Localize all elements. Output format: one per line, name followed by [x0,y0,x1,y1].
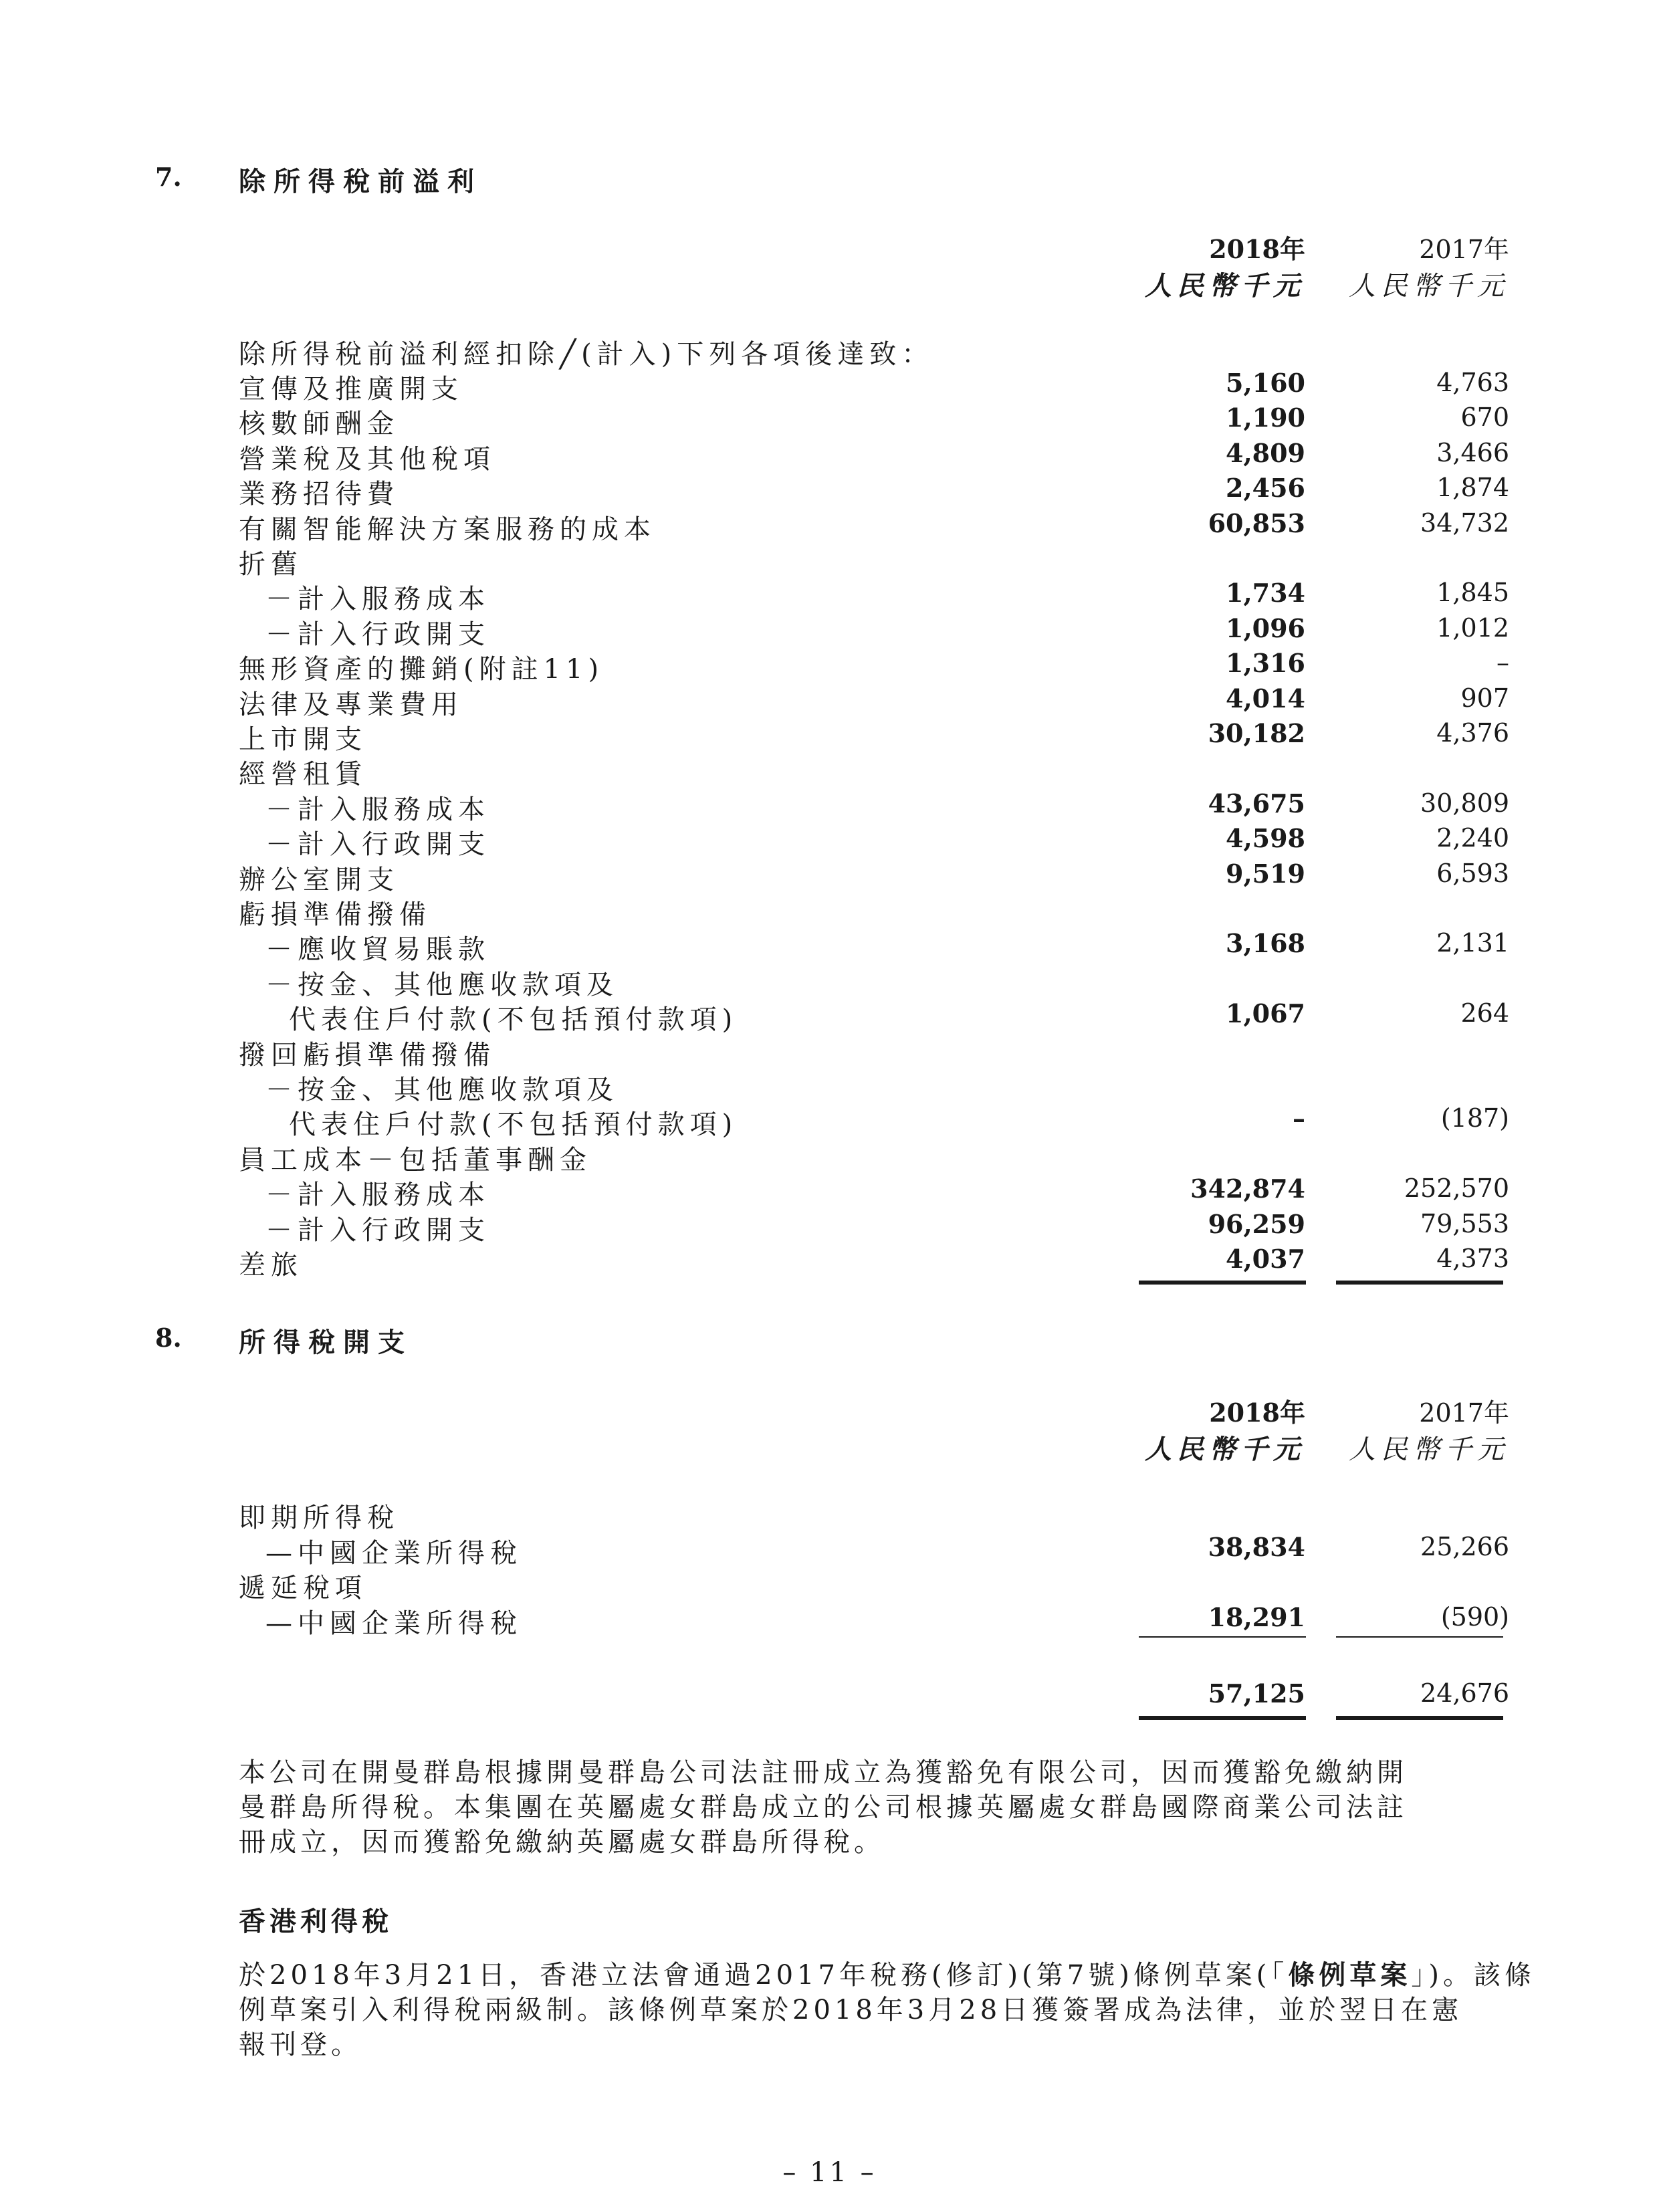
section8-number: 8. [155,1323,182,1353]
s7-row-label: 上市開支 [239,724,367,755]
s7-row-value-2017: 6,593 [1436,858,1509,888]
s8-row [0,1497,1659,1531]
s7-row [0,823,1659,861]
s8-paragraph [239,1755,1509,1860]
s7-row [0,473,1659,508]
s7-row-value-2017: 907 [1460,683,1509,713]
s7-row [0,1174,1659,1211]
s7-row [0,893,1659,928]
s7-row-value-2018: 2,456 [1226,473,1305,504]
s7-row-value-2017: 4,376 [1436,718,1509,748]
bill-term: 條例草案 [1288,1959,1412,1991]
s7-intro: 除所得稅前溢利經扣除╱(計入)下列各項後達致： [239,339,934,370]
s7-row-value-2017: 4,763 [1436,368,1509,397]
s8-currency-2017: 人民幣千元 [1349,1434,1509,1465]
s7-row [0,1139,1659,1174]
s7-row-value-2018: 30,182 [1208,718,1305,748]
s7-row-label: 業務招待費 [239,479,399,510]
s7-row [0,1069,1659,1103]
hk-line: 例草案引入利得稅兩級制。該條例草案於2018年3月28日獲簽署成為法律，並於翌日在憲 [239,1995,1463,2025]
s7-row-label: 經營租賃 [239,759,367,790]
s7-row [0,964,1659,998]
s8-row [0,1602,1659,1637]
s8-row [0,1567,1659,1601]
s7-row [0,508,1659,543]
s7-row-label: －計入服務成本 [265,794,490,825]
hk-line-text: 」)。該條 [1411,1960,1536,1991]
s7-row-value-2017: 1,874 [1436,473,1509,503]
s7-row [0,1244,1659,1279]
s7-row [0,683,1659,718]
s7-col-2017: 2017年 [1419,235,1509,264]
paragraph-line: 曼群島所得稅。本集團在英屬處女群島成立的公司根據英屬處女群島國際商業公司法註 [239,1792,1408,1823]
s7-row-label: －計入服務成本 [265,584,490,615]
s7-row [0,578,1659,613]
s7-row [0,1034,1659,1069]
s7-row-value-2017: 79,553 [1420,1208,1509,1238]
s8-total-rule-2017 [1336,1716,1503,1720]
s7-row-label: 有關智能解決方案服務的成本 [239,514,656,545]
s8-row [0,1532,1659,1567]
s7-row-label: 虧損準備撥備 [239,899,431,930]
s7-row-label: 差旅 [239,1250,303,1281]
s7-row-value-2017: (187) [1440,1103,1509,1133]
s7-row [0,1209,1659,1244]
s7-row [0,753,1659,788]
s8-row-value-2017: 25,266 [1420,1531,1509,1561]
s7-row-label: 辦公室開支 [239,864,399,895]
s7-row-value-2018: 9,519 [1226,858,1305,889]
s7-row [0,1103,1659,1141]
s7-row-value-2018: 3,168 [1226,928,1305,959]
s7-row-value-2017: 252,570 [1404,1174,1509,1204]
s7-currency-2018: 人民幣千元 [1145,270,1305,302]
s7-row-value-2017: 264 [1460,998,1509,1028]
s7-row [0,788,1659,823]
s7-row-value-2018: 1,190 [1226,403,1305,433]
s7-row-value-2018: 4,037 [1226,1244,1305,1274]
s7-row-value-2018: 1,734 [1226,578,1305,609]
s8-col-2017: 2017年 [1419,1398,1509,1428]
s7-row-label: 員工成本－包括董事酬金 [239,1144,592,1176]
s7-row-value-2017: 670 [1460,403,1509,433]
s7-row-label: 核數師酬金 [239,409,399,440]
hk-line-text: 於2018年3月21日，香港立法會通過2017年稅務(修訂)(第7號)條例草案(「 [239,1960,1289,1991]
s7-row [0,438,1659,473]
s7-row-value-2018: 5,160 [1226,368,1305,398]
s8-total-2018: 57,125 [1208,1678,1305,1708]
s8-total-rule-2018 [1139,1716,1306,1720]
s7-row-value-2018: 1,067 [1226,998,1305,1029]
section7-number: 7. [155,162,182,192]
section8-title: 所得稅開支 [239,1327,413,1358]
s8-row-value-2018: 38,834 [1208,1531,1305,1562]
s7-row-label: －計入行政開支 [265,1214,490,1246]
s8-row-label: —中國企業所得稅 [265,1537,522,1569]
s7-row [0,368,1659,403]
s7-row-value-2017: 2,131 [1436,928,1509,958]
s7-row-value-2018: 4,014 [1226,683,1305,713]
s8-col-2018: 2018年 [1209,1398,1305,1428]
s7-row-label: 撥回虧損準備撥備 [239,1039,495,1071]
s7-row-value-2018: 342,874 [1190,1174,1305,1204]
s7-row [0,543,1659,578]
s7-row-label: －按金、其他應收款項及 [265,1075,619,1105]
page-number: – 11 – [782,2157,877,2188]
s7-row-value-2018: 60,853 [1208,508,1305,538]
s7-row-value-2017: 4,373 [1436,1244,1509,1273]
s7-row-value-2018: – [1293,1103,1305,1134]
s8-row-label: 即期所得稅 [239,1503,399,1533]
paragraph-line: 本公司在開曼群島根據開曼群島公司法註冊成立為獲豁免有限公司，因而獲豁免繳納開 [239,1757,1408,1788]
s8-subtotal-rule-2018 [1139,1636,1306,1638]
s7-row [0,718,1659,753]
s7-row-label: 折舊 [239,549,303,580]
s8-row-label: 遞延稅項 [239,1573,367,1603]
s7-row-value-2018: 1,096 [1226,613,1305,643]
s8-total-2017: 24,676 [1420,1678,1509,1708]
s7-row [0,403,1659,440]
s7-row-label: －按金、其他應收款項及 [265,969,619,1000]
s7-row-value-2017: 3,466 [1436,437,1509,467]
hk-line [239,1958,1536,1993]
s7-row-label: 代表住戶付款(不包括預付款項) [289,1004,738,1036]
s7-row-value-2017: – [1497,648,1509,678]
s8-total-row [0,1678,1659,1713]
section7-title: 除所得稅前溢利 [239,166,482,197]
s8-subtotal-rule-2017 [1336,1636,1503,1638]
s7-row-label: 代表住戶付款(不包括預付款項) [289,1109,738,1141]
s7-row-label: 宣傳及推廣開支 [239,374,463,405]
s8-row-value-2018: 18,291 [1208,1601,1305,1632]
s7-row-value-2018: 4,598 [1226,823,1305,854]
paragraph-line: 冊成立，因而獲豁免繳納英屬處女群島所得稅。 [239,1827,885,1858]
s7-row [0,613,1659,648]
s7-col-2018: 2018年 [1209,234,1305,264]
s7-row-label: 法律及專業費用 [239,689,463,720]
hk-profits-tax-heading: 香港利得稅 [239,1906,393,1937]
s7-currency-2017: 人民幣千元 [1349,271,1509,302]
hk-line: 報刊登。 [239,2029,362,2060]
s7-row-value-2017: 30,809 [1420,788,1509,818]
s7-row-value-2017: 1,845 [1436,578,1509,608]
s7-row-value-2018: 1,316 [1226,648,1305,679]
s7-row-label: －計入行政開支 [265,829,490,861]
s7-row-value-2017: 2,240 [1436,823,1509,853]
s7-row-value-2018: 96,259 [1208,1208,1305,1239]
s8-row-value-2017: (590) [1440,1601,1509,1632]
s7-row-value-2018: 43,675 [1208,788,1305,818]
s8-row-label: —中國企業所得稅 [265,1608,522,1639]
s7-row-label: 營業稅及其他稅項 [239,443,495,475]
s7-row-value-2017: 1,012 [1436,613,1509,643]
s7-double-rule-2017 [1336,1281,1503,1285]
s7-row-label: －計入服務成本 [265,1180,490,1211]
s7-double-rule-2018 [1139,1281,1306,1285]
s7-row-value-2018: 4,809 [1226,437,1305,468]
s7-row-label: －計入行政開支 [265,619,490,650]
s7-row [0,648,1659,683]
hk-paragraph [239,1958,1536,2062]
s7-row [0,928,1659,966]
s7-row-label: －應收貿易賬款 [265,934,490,966]
s7-row [0,998,1659,1036]
s7-row-value-2017: 34,732 [1420,508,1509,538]
s7-row-label: 無形資產的攤銷(附註11) [239,654,604,685]
s8-currency-2018: 人民幣千元 [1145,1434,1305,1465]
s7-row [0,859,1659,893]
